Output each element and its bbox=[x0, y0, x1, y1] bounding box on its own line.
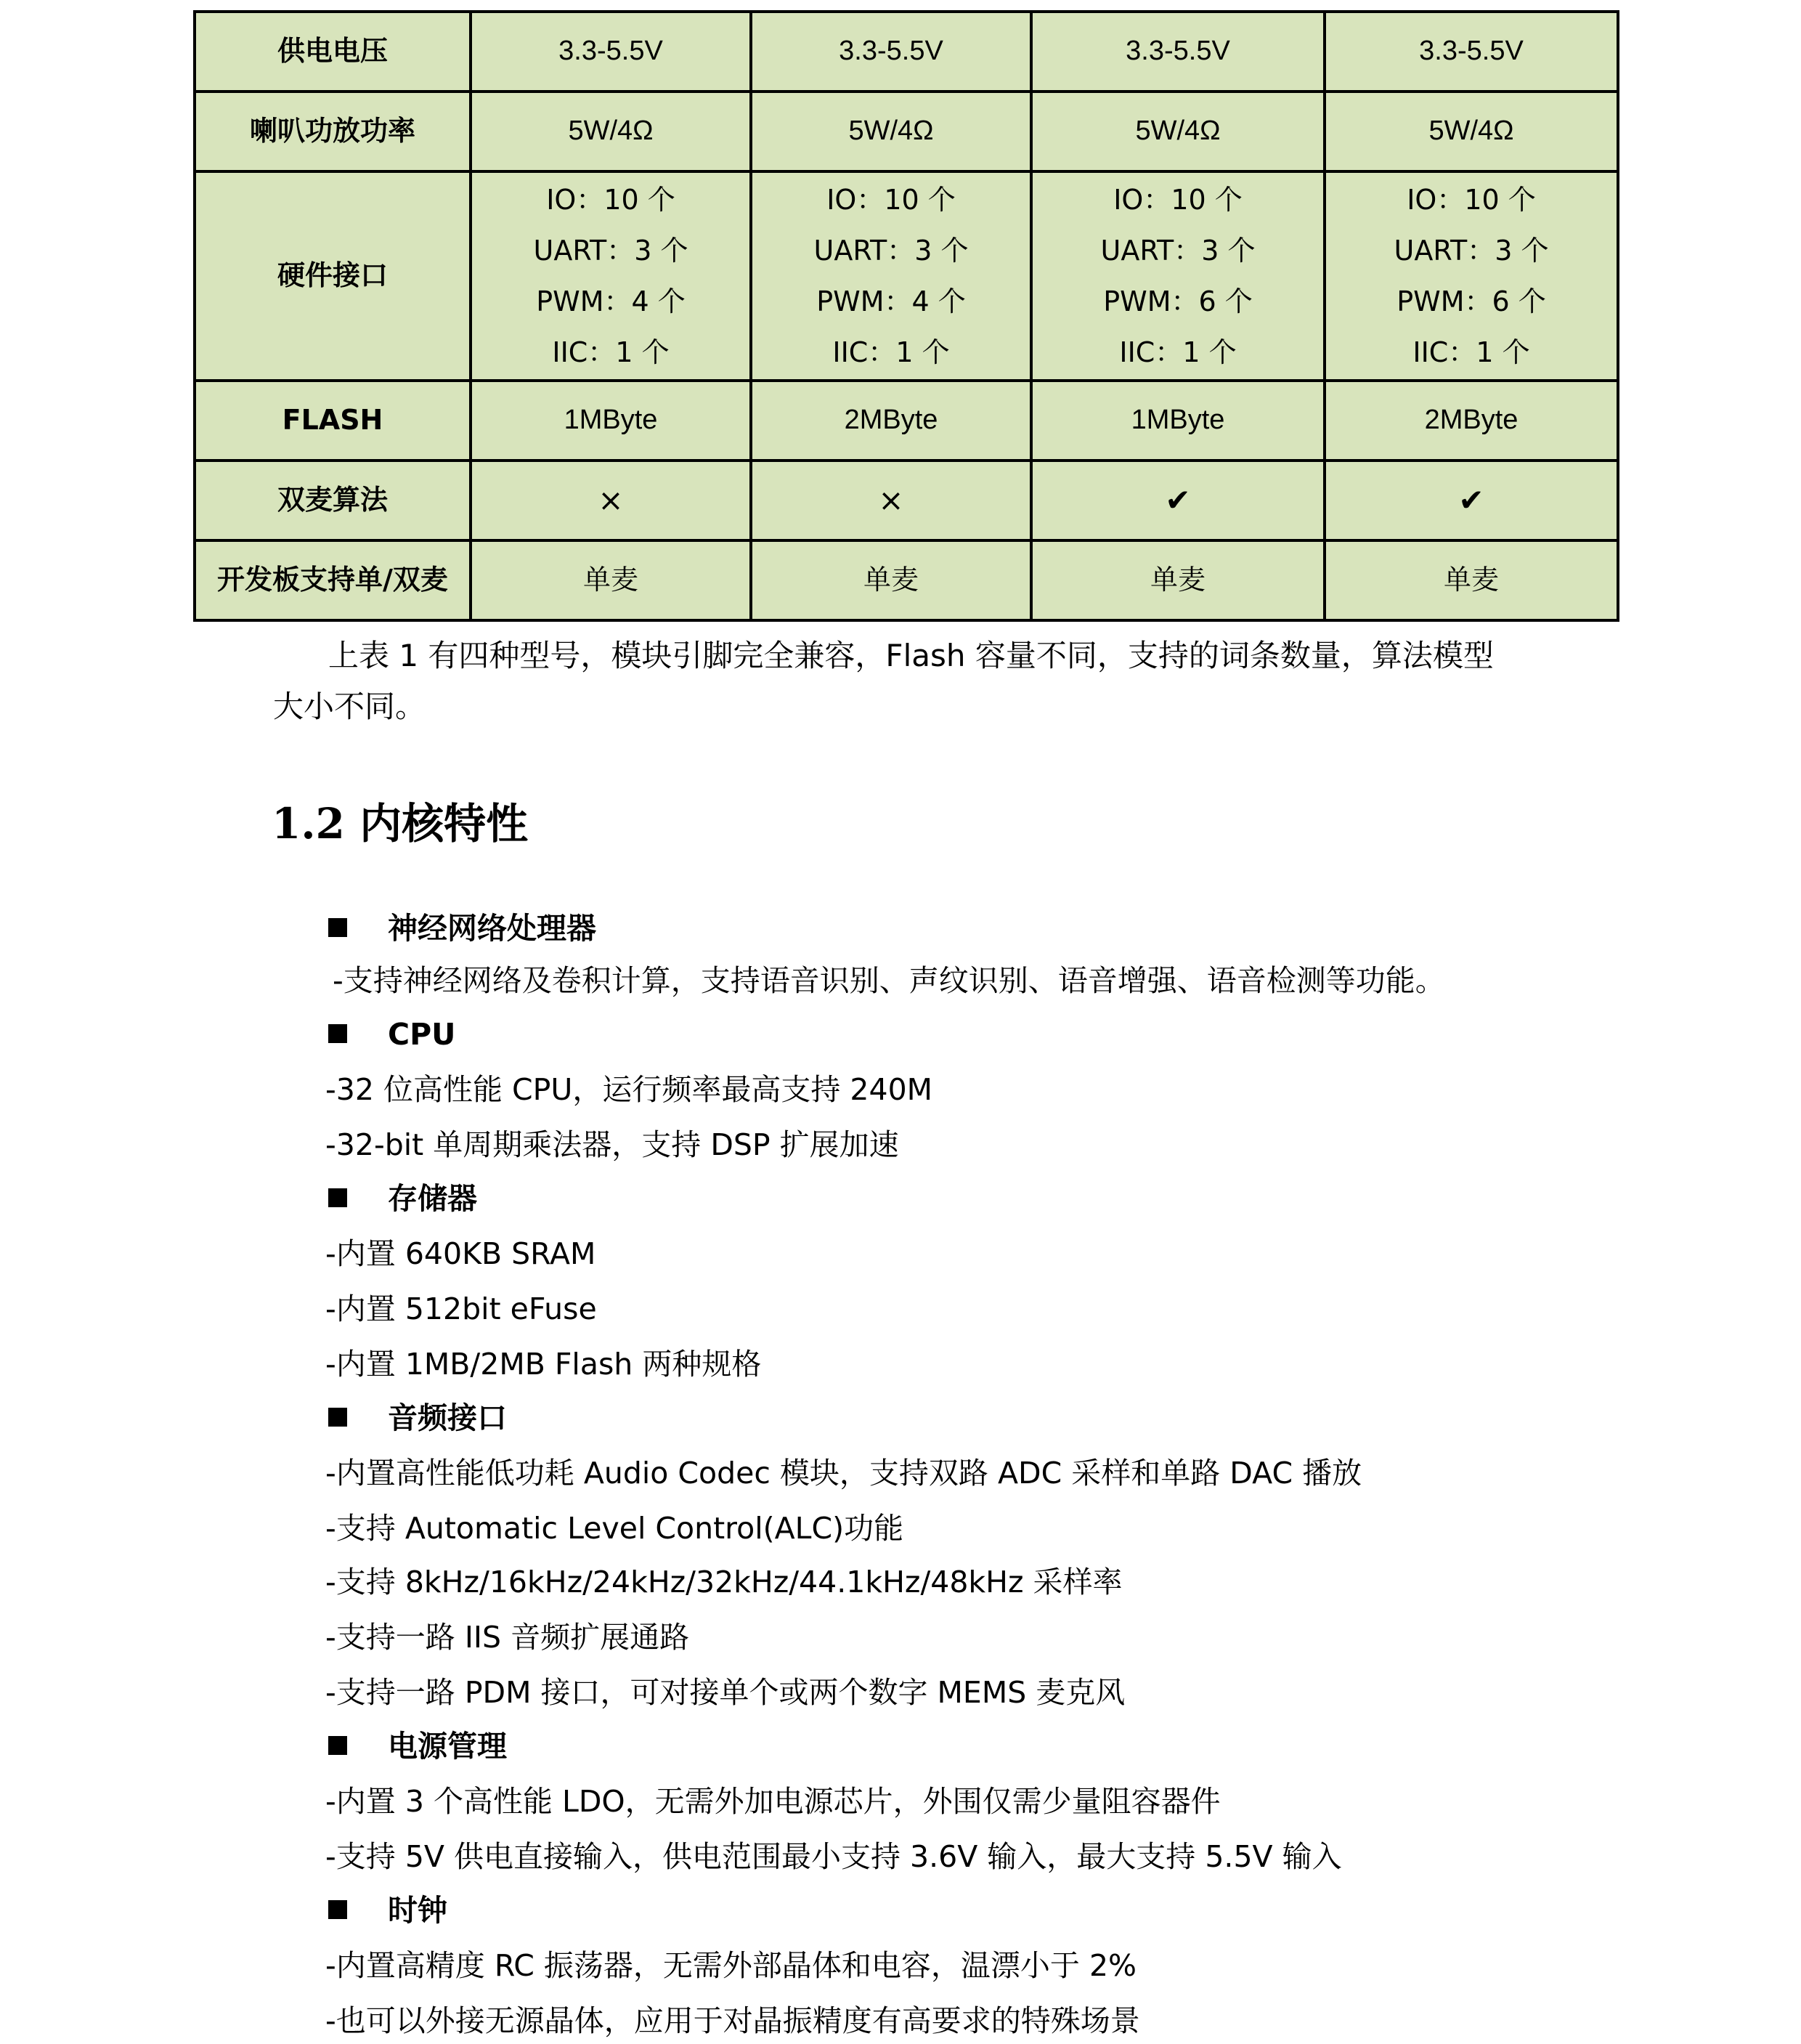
table-cell: 单麦 bbox=[471, 540, 751, 620]
table-cell: 1MByte bbox=[471, 381, 751, 461]
hw-io: IO：10 个 bbox=[1407, 184, 1536, 216]
feature-item: -也可以外接无源晶体，应用于对晶振精度有高要求的特殊场景 bbox=[325, 2003, 1140, 2038]
table-cell: 5W/4Ω bbox=[751, 92, 1031, 171]
table-cell: 5W/4Ω bbox=[471, 92, 751, 171]
hw-uart: UART：3 个 bbox=[533, 235, 688, 267]
caption-line-1: 上表 1 有四种型号，模块引脚完全兼容，Flash 容量不同，支持的词条数量，算法模型 bbox=[328, 638, 1494, 673]
feature-item: -32-bit 单周期乘法器，支持 DSP 扩展加速 bbox=[325, 1127, 899, 1162]
feature-item: -内置 640KB SRAM bbox=[325, 1236, 596, 1271]
feature-heading bbox=[328, 1726, 507, 1767]
feature-item: -32 位高性能 CPU，运行频率最高支持 240M bbox=[325, 1072, 933, 1107]
feature-heading-text: 音频接口 bbox=[388, 1400, 507, 1435]
hw-pwm: PWM：6 个 bbox=[1397, 285, 1546, 317]
feature-item: -支持一路 PDM 接口，可对接单个或两个数字 MEMS 麦克风 bbox=[325, 1675, 1126, 1710]
row-label: 双麦算法 bbox=[195, 461, 471, 540]
hw-io: IO：10 个 bbox=[1113, 184, 1243, 216]
feature-heading bbox=[328, 908, 596, 949]
table-cell: 单麦 bbox=[751, 540, 1031, 620]
row-label: 供电电压 bbox=[195, 12, 471, 92]
square-bullet-icon bbox=[328, 918, 347, 937]
cross-mark: × bbox=[471, 461, 751, 540]
table-cell: 5W/4Ω bbox=[1325, 92, 1618, 171]
table-caption bbox=[273, 630, 1551, 732]
caption-line-2: 大小不同。 bbox=[273, 689, 426, 724]
hw-pwm: PWM：4 个 bbox=[816, 285, 966, 317]
feature-item: -支持 5V 供电直接输入，供电范围最小支持 3.6V 输入，最大支持 5.5V 输入 bbox=[325, 1839, 1342, 1874]
feature-item: -内置 1MB/2MB Flash 两种规格 bbox=[325, 1347, 762, 1382]
row-label: 喇叭功放功率 bbox=[195, 92, 471, 171]
feature-item: -支持一路 IIS 音频扩展通路 bbox=[325, 1620, 690, 1655]
check-mark: ✔ bbox=[1031, 461, 1325, 540]
spec-table bbox=[193, 10, 1619, 622]
table-cell: 3.3-5.5V bbox=[1031, 12, 1325, 92]
hw-uart: UART：3 个 bbox=[1394, 235, 1549, 267]
square-bullet-icon bbox=[328, 1188, 347, 1207]
square-bullet-icon bbox=[328, 1900, 347, 1919]
square-bullet-icon bbox=[328, 1736, 347, 1755]
table-row bbox=[195, 171, 1618, 381]
table-cell bbox=[751, 171, 1031, 381]
feature-item: -内置 512bit eFuse bbox=[325, 1291, 597, 1326]
feature-item: -支持 Automatic Level Control(ALC)功能 bbox=[325, 1511, 904, 1546]
feature-heading-text: 神经网络处理器 bbox=[388, 911, 596, 946]
table-cell: 2MByte bbox=[1325, 381, 1618, 461]
hw-pwm: PWM：4 个 bbox=[536, 285, 686, 317]
table-cell: 3.3-5.5V bbox=[471, 12, 751, 92]
table-cell bbox=[1325, 171, 1618, 381]
feature-item: -内置 3 个高性能 LDO，无需外加电源芯片，外围仅需少量阻容器件 bbox=[325, 1784, 1221, 1819]
square-bullet-icon bbox=[328, 1408, 347, 1427]
cross-mark: × bbox=[751, 461, 1031, 540]
hw-iic: IIC：1 个 bbox=[1412, 336, 1530, 368]
hw-pwm: PWM：6 个 bbox=[1103, 285, 1253, 317]
table-cell bbox=[1031, 171, 1325, 381]
hw-io: IO：10 个 bbox=[546, 184, 675, 216]
feature-item: -内置高性能低功耗 Audio Codec 模块，支持双路 ADC 采样和单路 DAC 播放 bbox=[325, 1456, 1362, 1491]
hw-iic: IIC：1 个 bbox=[832, 336, 950, 368]
check-mark: ✔ bbox=[1325, 461, 1618, 540]
table-cell bbox=[471, 171, 751, 381]
table-cell: 单麦 bbox=[1031, 540, 1325, 620]
square-bullet-icon bbox=[328, 1024, 347, 1043]
row-label: 开发板支持单/双麦 bbox=[195, 540, 471, 620]
table-row bbox=[195, 381, 1618, 461]
hw-uart: UART：3 个 bbox=[1100, 235, 1256, 267]
feature-heading bbox=[328, 1014, 455, 1055]
table-row bbox=[195, 92, 1618, 171]
feature-heading bbox=[328, 1178, 477, 1219]
section-title: 1.2 内核特性 bbox=[272, 799, 529, 848]
feature-item: -内置高精度 RC 振荡器，无需外部晶体和电容，温漂小于 2% bbox=[325, 1948, 1137, 1983]
row-label: 硬件接口 bbox=[195, 171, 471, 381]
table-row bbox=[195, 540, 1618, 620]
feature-heading bbox=[328, 1398, 507, 1438]
hw-iic: IIC：1 个 bbox=[552, 336, 670, 368]
table-cell: 3.3-5.5V bbox=[751, 12, 1031, 92]
table-cell: 5W/4Ω bbox=[1031, 92, 1325, 171]
feature-item: -支持神经网络及卷积计算，支持语音识别、声纹识别、语音增强、语音检测等功能。 bbox=[333, 963, 1445, 998]
table-row bbox=[195, 461, 1618, 540]
table-cell: 1MByte bbox=[1031, 381, 1325, 461]
hw-iic: IIC：1 个 bbox=[1119, 336, 1237, 368]
feature-heading-text: 时钟 bbox=[388, 1893, 447, 1928]
row-label: FLASH bbox=[195, 381, 471, 461]
feature-heading-text: CPU bbox=[388, 1017, 456, 1052]
hw-uart: UART：3 个 bbox=[813, 235, 969, 267]
table-cell: 2MByte bbox=[751, 381, 1031, 461]
hw-io: IO：10 个 bbox=[826, 184, 956, 216]
feature-heading-text: 电源管理 bbox=[388, 1729, 507, 1764]
table-row bbox=[195, 12, 1618, 92]
feature-heading bbox=[328, 1890, 447, 1931]
table-cell: 3.3-5.5V bbox=[1325, 12, 1618, 92]
table-cell: 单麦 bbox=[1325, 540, 1618, 620]
feature-heading-text: 存储器 bbox=[388, 1181, 477, 1216]
feature-item: -支持 8kHz/16kHz/24kHz/32kHz/44.1kHz/48kHz 采样率 bbox=[325, 1565, 1123, 1599]
